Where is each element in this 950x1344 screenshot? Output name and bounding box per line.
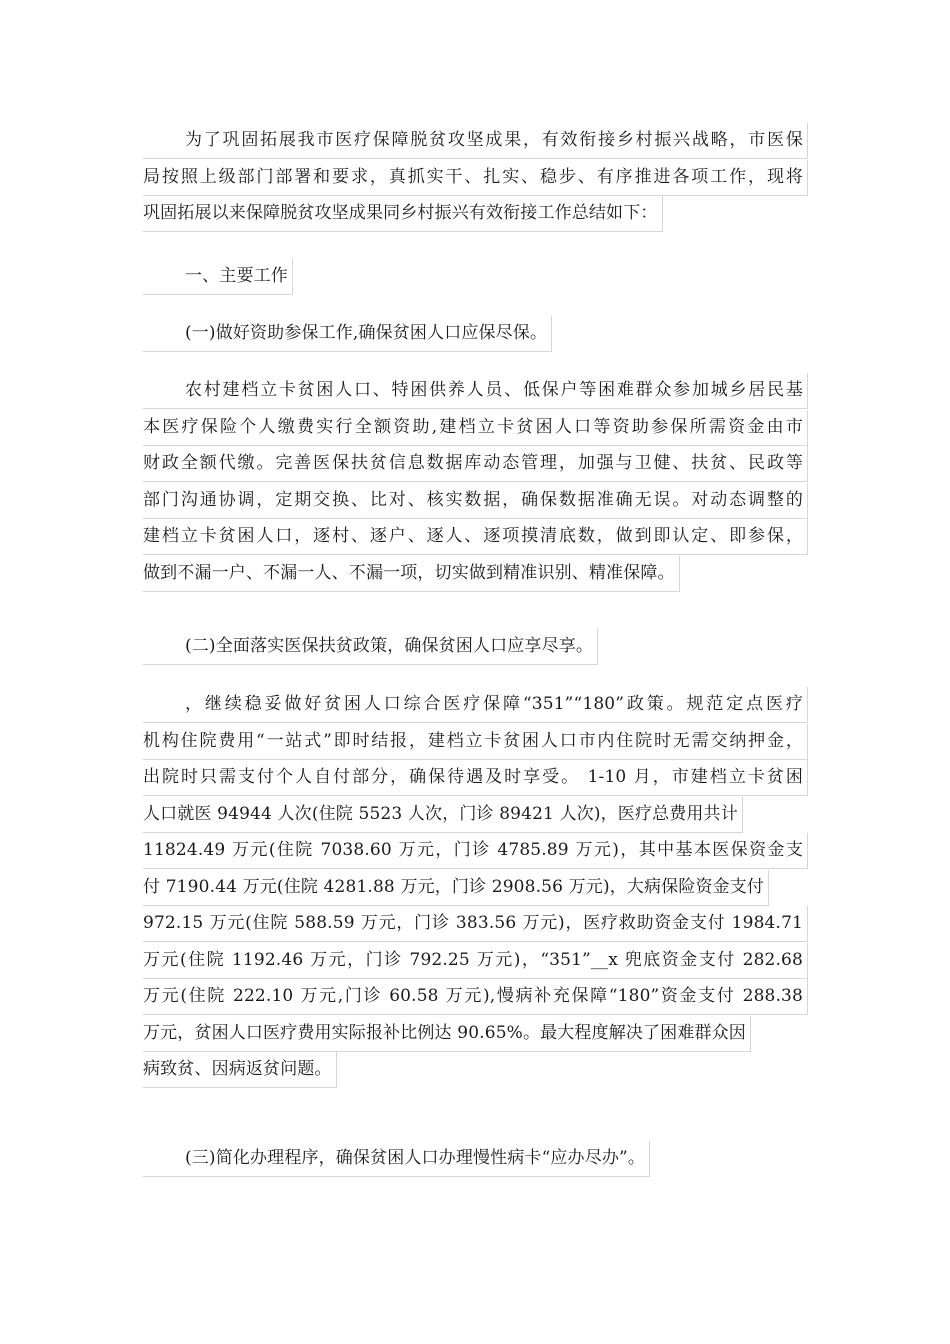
intro-paragraph [143,122,807,232]
sub1-line-2: 本医疗保险个人缴费实行全额资助,建档立卡贫困人口等资助参保所需资金由市 [143,410,808,446]
subsection-2-title: (二)全面落实医保扶贫政策，确保贫困人口应享尽享。 [143,629,598,665]
section-1-heading [143,258,807,295]
sub2-line-8: 万元(住院 1192.46 万元，门诊 792.25 万元)，“351”__x 兜底资金支付 282.68 [143,943,808,979]
intro-line-3: 巩固拓展以来保障脱贫攻坚成果同乡村振兴有效衔接工作总结如下： [143,196,663,232]
subsection-1-body [143,372,807,591]
sub2-line-4: 人口就医 94944 人次(住院 5523 人次，门诊 89421 人次)，医疗总费用共计 [143,797,743,833]
subsection-2-heading [143,628,807,665]
sub2-line-3: 出院时只需支付个人自付部分，确保待遇及时享受。 1-10 月，市建档立卡贫困 [143,760,808,796]
subsection-3-heading [143,1140,807,1177]
sub1-line-5: 建档立卡贫困人口，逐村、逐户、逐人、逐项摸清底数，做到即认定、即参保， [143,519,808,555]
subsection-3-title: (三)简化办理程序，确保贫困人口办理慢性病卡“应办尽办”。 [143,1141,650,1177]
sub2-line-10: 万元，贫困人口医疗费用实际报补比例达 90.65%。最大程度解决了困难群众因 [143,1016,751,1052]
subsection-1-heading [143,315,807,352]
sub2-line-11: 病致贫、因病返贫问题。 [143,1052,337,1088]
sub2-line-9: 万元(住院 222.10 万元,门诊 60.58 万元),慢病补充保障“180”资金支付 288.38 [143,979,808,1015]
sub2-line-6: 付 7190.44 万元(住院 4281.88 万元，门诊 2908.56 万元)，大病保险资金支付 [143,870,769,906]
subsection-2-body [143,686,807,1088]
intro-line-2: 局按照上级部门部署和要求，真抓实干、扎实、稳步、有序推进各项工作，现将 [143,160,808,196]
sub1-line-4: 部门沟通协调，定期交换、比对、核实数据，确保数据准确无误。对动态调整的 [143,483,808,519]
sub1-line-1: 农村建档立卡贫困人口、特困供养人员、低保户等困难群众参加城乡居民基 [143,373,808,409]
sub2-line-2: 机构住院费用“一站式”即时结报，建档立卡贫困人口市内住院时无需交纳押金， [143,724,808,760]
intro-line-1: 为了巩固拓展我市医疗保障脱贫攻坚成果，有效衔接乡村振兴战略，市医保 [143,123,808,159]
subsection-1-title: (一)做好资助参保工作,确保贫困人口应保尽保。 [143,316,552,352]
sub2-line-5: 11824.49 万元(住院 7038.60 万元，门诊 4785.89 万元)，其中基本医保资金支 [143,833,808,869]
sub2-line-1: ，继续稳妥做好贫困人口综合医疗保障“351”“180”政策。规范定点医疗 [143,687,808,723]
sub2-line-7: 972.15 万元(住院 588.59 万元，门诊 383.56 万元)，医疗救助资金支付 1984.71 [143,906,808,942]
section-1-title: 一、主要工作 [143,259,293,295]
sub1-line-3: 财政全额代缴。完善医保扶贫信息数据库动态管理，加强与卫健、扶贫、民政等 [143,446,808,482]
sub1-line-6: 做到不漏一户、不漏一人、不漏一项，切实做到精准识别、精准保障。 [143,556,680,592]
